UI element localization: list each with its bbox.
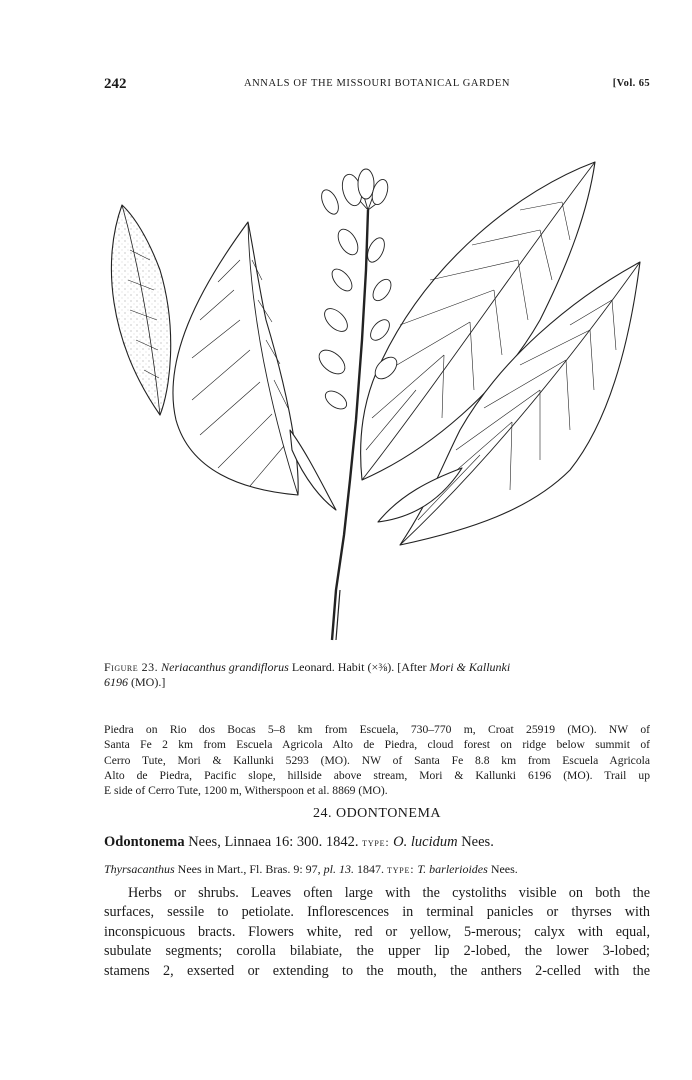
caption-taxon: Neriacanthus grandiflorus bbox=[161, 660, 289, 674]
volume-label: [Vol. 65 bbox=[612, 78, 650, 89]
synonym-citation: Nees in Mart., Fl. Bras. 9: 97, bbox=[177, 862, 321, 876]
page-header bbox=[104, 76, 650, 96]
botanical-illustration bbox=[100, 150, 660, 650]
figure-caption bbox=[104, 660, 650, 690]
synonym-year: 1847. bbox=[357, 862, 385, 876]
specimen-line: Santa Fe 2 km from Escuela Agricola Alto de Piedra, cloud forest on ridge below summit of bbox=[104, 738, 650, 752]
genus-entry bbox=[104, 834, 650, 851]
synonym-type-species: T. barlerioides bbox=[417, 862, 488, 876]
inflorescence bbox=[315, 169, 401, 413]
genus-type-authority: Nees. bbox=[461, 834, 494, 850]
synonym-plate: pl. 13. bbox=[323, 862, 355, 876]
page-number: 242 bbox=[104, 76, 127, 92]
section-heading: 24. ODONTONEMA bbox=[312, 806, 442, 821]
description-line: Herbs or shrubs. Leaves often large with the cystoliths visible on both the bbox=[128, 885, 650, 901]
specimen-line: Cerro Tute, Mori & Kallunki 5293 (MO). NW of Santa Fe 8.8 km from Escuela Agricola bbox=[104, 753, 650, 767]
description-line: inconspicuous bracts. Flowers white, red or yellow, 5-merous; calyx with equal, bbox=[104, 923, 650, 940]
running-title: ANNALS OF THE MISSOURI BOTANICAL GARDEN bbox=[243, 78, 511, 89]
caption-authority: Leonard. Habit (×⅜). bbox=[291, 660, 395, 674]
specimen-line: E side of Cerro Tute, 1200 m, Witherspoon et al. 8869 (MO). bbox=[104, 784, 388, 798]
leaf-far-left bbox=[111, 205, 170, 415]
description-line: surfaces, sessile to petiolate. Inflorescences in terminal panicles or thyrses with bbox=[104, 904, 650, 921]
genus-type-species: O. lucidum bbox=[393, 834, 458, 850]
description-line: subulate segments; corolla bilabiate, the upper lip 2-lobed, the lower 3-lobed; bbox=[104, 943, 650, 960]
specimens-examined bbox=[104, 722, 650, 798]
plant-drawing bbox=[100, 150, 660, 650]
caption-collector-number: 6196 bbox=[104, 675, 128, 689]
caption-after-prefix: [After bbox=[397, 660, 427, 674]
genus-type-label: type: bbox=[362, 835, 390, 849]
specimen-line: Piedra on Rio dos Bocas 5–8 km from Escuela, 730–770 m, Croat 25919 (MO). NW of bbox=[104, 723, 650, 736]
synonym-name: Thyrsacanthus bbox=[104, 862, 175, 876]
specimen-line: Alto de Piedra, Pacific slope, hillside above stream, Mori & Kallunki 6196 (MO). Trail up bbox=[104, 768, 650, 782]
description-line: stamens 2, exserted or extending to the mouth, the anthers 2-celled with the bbox=[104, 962, 650, 979]
caption-after-suffix: (MO).] bbox=[131, 675, 166, 689]
leaf-left-large bbox=[173, 222, 298, 495]
genus-description bbox=[104, 884, 650, 981]
figure-label: Figure 23. bbox=[104, 660, 159, 674]
synonym-entry bbox=[104, 862, 650, 877]
synonym-type-label: type: bbox=[387, 862, 415, 876]
synonym-type-authority: Nees. bbox=[490, 862, 518, 876]
genus-citation: Nees, Linnaea 16: 300. 1842. bbox=[188, 834, 359, 850]
genus-name: Odontonema bbox=[104, 834, 185, 850]
caption-collectors: Mori & Kallunki bbox=[429, 660, 511, 674]
